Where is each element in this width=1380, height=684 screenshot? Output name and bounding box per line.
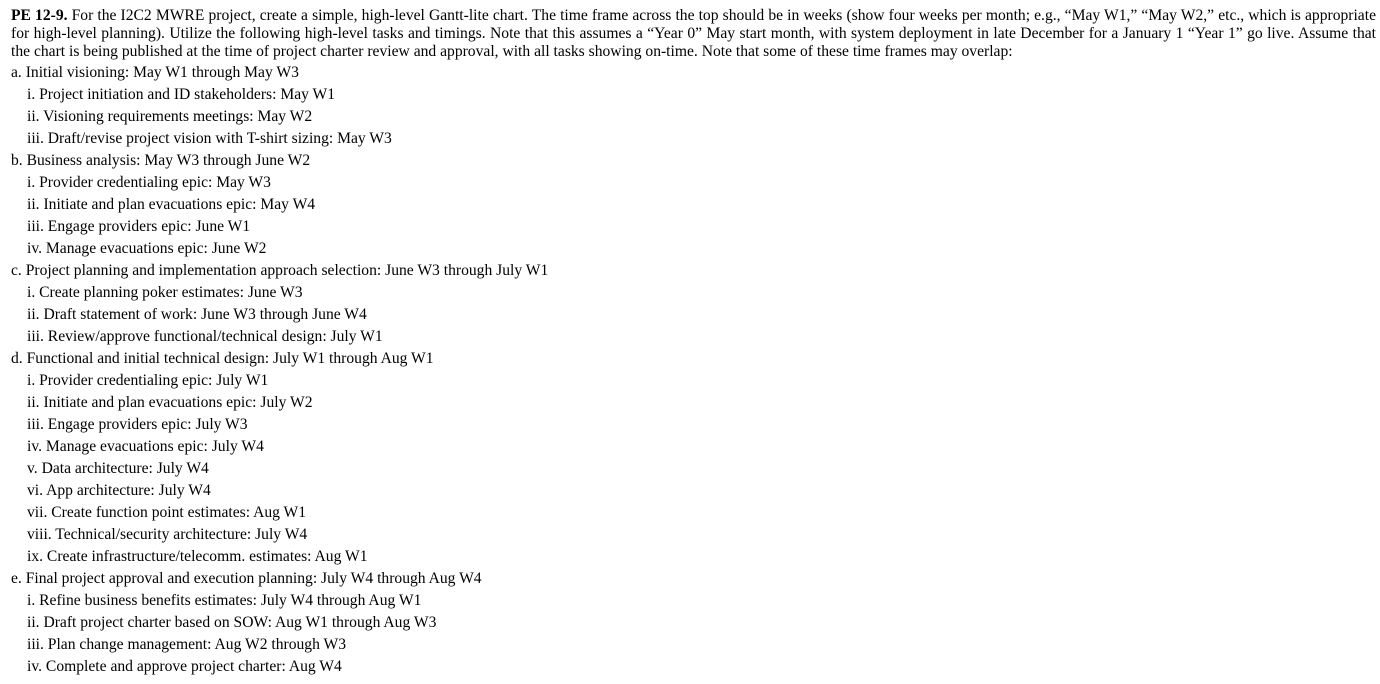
task-list	[11, 62, 1376, 678]
subtask-d-iii: iii. Engage providers epic: July W3	[27, 416, 248, 433]
subtask-e-iv: iv. Complete and approve project charter: Aug W4	[27, 658, 342, 675]
subtask-b-ii: ii. Initiate and plan evacuations epic: May W4	[27, 196, 316, 213]
subtask-d-ix: ix. Create infrastructure/telecomm. estimates: Aug W1	[27, 548, 368, 565]
subtask-d-ii: ii. Initiate and plan evacuations epic: July W2	[27, 394, 313, 411]
subtask-e-i: i. Refine business benefits estimates: July W4 through Aug W1	[27, 592, 422, 609]
subtask-e-iii: iii. Plan change management: Aug W2 through W3	[27, 636, 347, 653]
subtask-d-iv: iv. Manage evacuations epic: July W4	[27, 438, 264, 455]
task-b: b. Business analysis: May W3 through June W2	[11, 152, 311, 169]
subtask-b-iv: iv. Manage evacuations epic: June W2	[27, 240, 267, 257]
subtask-e-ii: ii. Draft project charter based on SOW: Aug W1 through Aug W3	[27, 614, 437, 631]
exercise-text: For the I2C2 MWRE project, create a simple, high-level Gantt-lite chart. The time frame across the top should be in weeks (show four weeks per month; e.g., “May W1,” “May W2,” etc., which is appropriate for high-level planning). Utilize the following high-level tasks and timings. Note that this assumes a “Year 0” May start month, with system deployment in late December for a January 1 “Year 1” go live. Assume that the chart is being published at the time of project charter review and approval, with all tasks showing on-time. Note that some of these time frames may overlap:	[11, 7, 1376, 60]
subtask-b-iii: iii. Engage providers epic: June W1	[27, 218, 251, 235]
subtask-d-vii: vii. Create function point estimates: Aug W1	[27, 504, 307, 521]
subtask-a-ii: ii. Visioning requirements meetings: May W2	[27, 108, 313, 125]
task-e: e. Final project approval and execution planning: July W4 through Aug W4	[11, 570, 482, 587]
subtask-d-vi: vi. App architecture: July W4	[27, 482, 211, 499]
subtask-a-i: i. Project initiation and ID stakeholders: May W1	[27, 86, 336, 103]
subtask-d-v: v. Data architecture: July W4	[27, 460, 209, 477]
subtask-d-viii: viii. Technical/security architecture: July W4	[27, 526, 308, 543]
subtask-b-i: i. Provider credentialing epic: May W3	[27, 174, 271, 191]
subtask-c-i: i. Create planning poker estimates: June W3	[27, 284, 303, 301]
task-c: c. Project planning and implementation approach selection: June W3 through July W1	[11, 262, 549, 279]
subtask-a-iii: iii. Draft/revise project vision with T-shirt sizing: May W3	[27, 130, 392, 147]
subtask-d-i: i. Provider credentialing epic: July W1	[27, 372, 269, 389]
subtask-c-ii: ii. Draft statement of work: June W3 through June W4	[27, 306, 367, 323]
subtask-c-iii: iii. Review/approve functional/technical design: July W1	[27, 328, 383, 345]
task-d: d. Functional and initial technical design: July W1 through Aug W1	[11, 350, 434, 367]
exercise-label: PE 12-9.	[11, 7, 68, 24]
task-a: a. Initial visioning: May W1 through May W3	[11, 64, 299, 81]
exercise-intro	[11, 7, 1376, 61]
